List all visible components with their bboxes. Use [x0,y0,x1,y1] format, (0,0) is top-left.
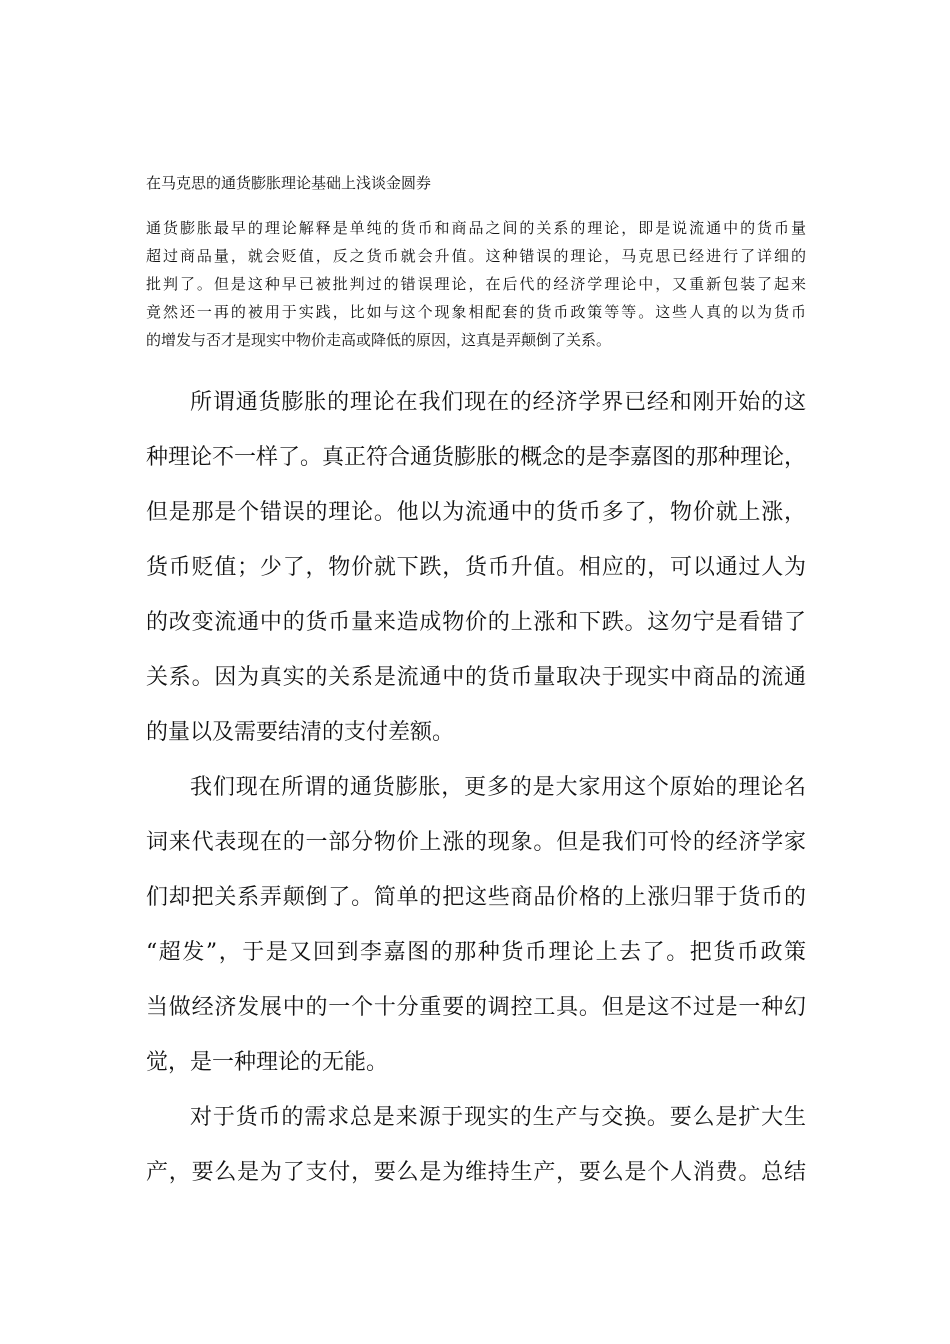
document-title: 在马克思的通货膨胀理论基础上浅谈金圆券 [146,174,432,192]
paragraph-line: 但是那是个错误的理论。他以为流通中的货币多了，物价就上涨， [146,500,806,525]
abstract-line: 通货膨胀最早的理论解释是单纯的货币和商品之间的关系的理论，即是说流通中的货币量 [146,219,806,237]
body-paragraph [146,375,806,760]
abstract-line: 批判了。但是这种早已被批判过的错误理论，在后代的经济学理论中，又重新包装了起来 [146,275,806,293]
paragraph-line: 的改变流通中的货币量来造成物价的上涨和下跌。这勿宁是看错了 [146,610,806,635]
paragraph-line: 货币贬值；少了，物价就下跌，货币升值。相应的，可以通过人为 [146,555,806,580]
paragraph-line: 当做经济发展中的一个十分重要的调控工具。但是这不过是一种幻 [146,995,806,1020]
abstract-line: 的增发与否才是现实中物价走高或降低的原因，这真是弄颠倒了关系。 [146,331,612,349]
paragraph-line: 种理论不一样了。真正符合通货膨胀的概念的是李嘉图的那种理论， [146,445,807,470]
paragraph-line: 词来代表现在的一部分物价上涨的现象。但是我们可怜的经济学家 [146,830,806,855]
body-paragraph [146,760,806,1090]
paragraph-line: 我们现在所谓的通货膨胀，更多的是大家用这个原始的理论名 [190,775,806,800]
paragraph-line: 的量以及需要结清的支付差额。 [146,720,455,745]
paragraph-line: 对于货币的需求总是来源于现实的生产与交换。要么是扩大生 [190,1105,806,1130]
paragraph-line: “超发”，于是又回到李嘉图的那种货币理论上去了。把货币政策 [146,940,806,965]
body-text [146,375,806,1200]
paragraph-line: 产，要么是为了支付，要么是为维持生产，要么是个人消费。总结 [146,1160,806,1185]
abstract-paragraph [146,214,806,354]
body-paragraph [146,1090,806,1200]
paragraph-line: 觉，是一种理论的无能。 [146,1050,389,1075]
abstract-line: 竟然还一再的被用于实践，比如与这个现象相配套的货币政策等等。这些人真的以为货币 [146,303,806,321]
paragraph-line: 关系。因为真实的关系是流通中的货币量取决于现实中商品的流通 [146,665,806,690]
paragraph-line: 们却把关系弄颠倒了。简单的把这些商品价格的上涨归罪于货币的 [146,885,806,910]
abstract-line: 超过商品量，就会贬值，反之货币就会升值。这种错误的理论，马克思已经进行了详细的 [146,247,806,265]
paragraph-line: 所谓通货膨胀的理论在我们现在的经济学界已经和刚开始的这 [190,390,806,415]
